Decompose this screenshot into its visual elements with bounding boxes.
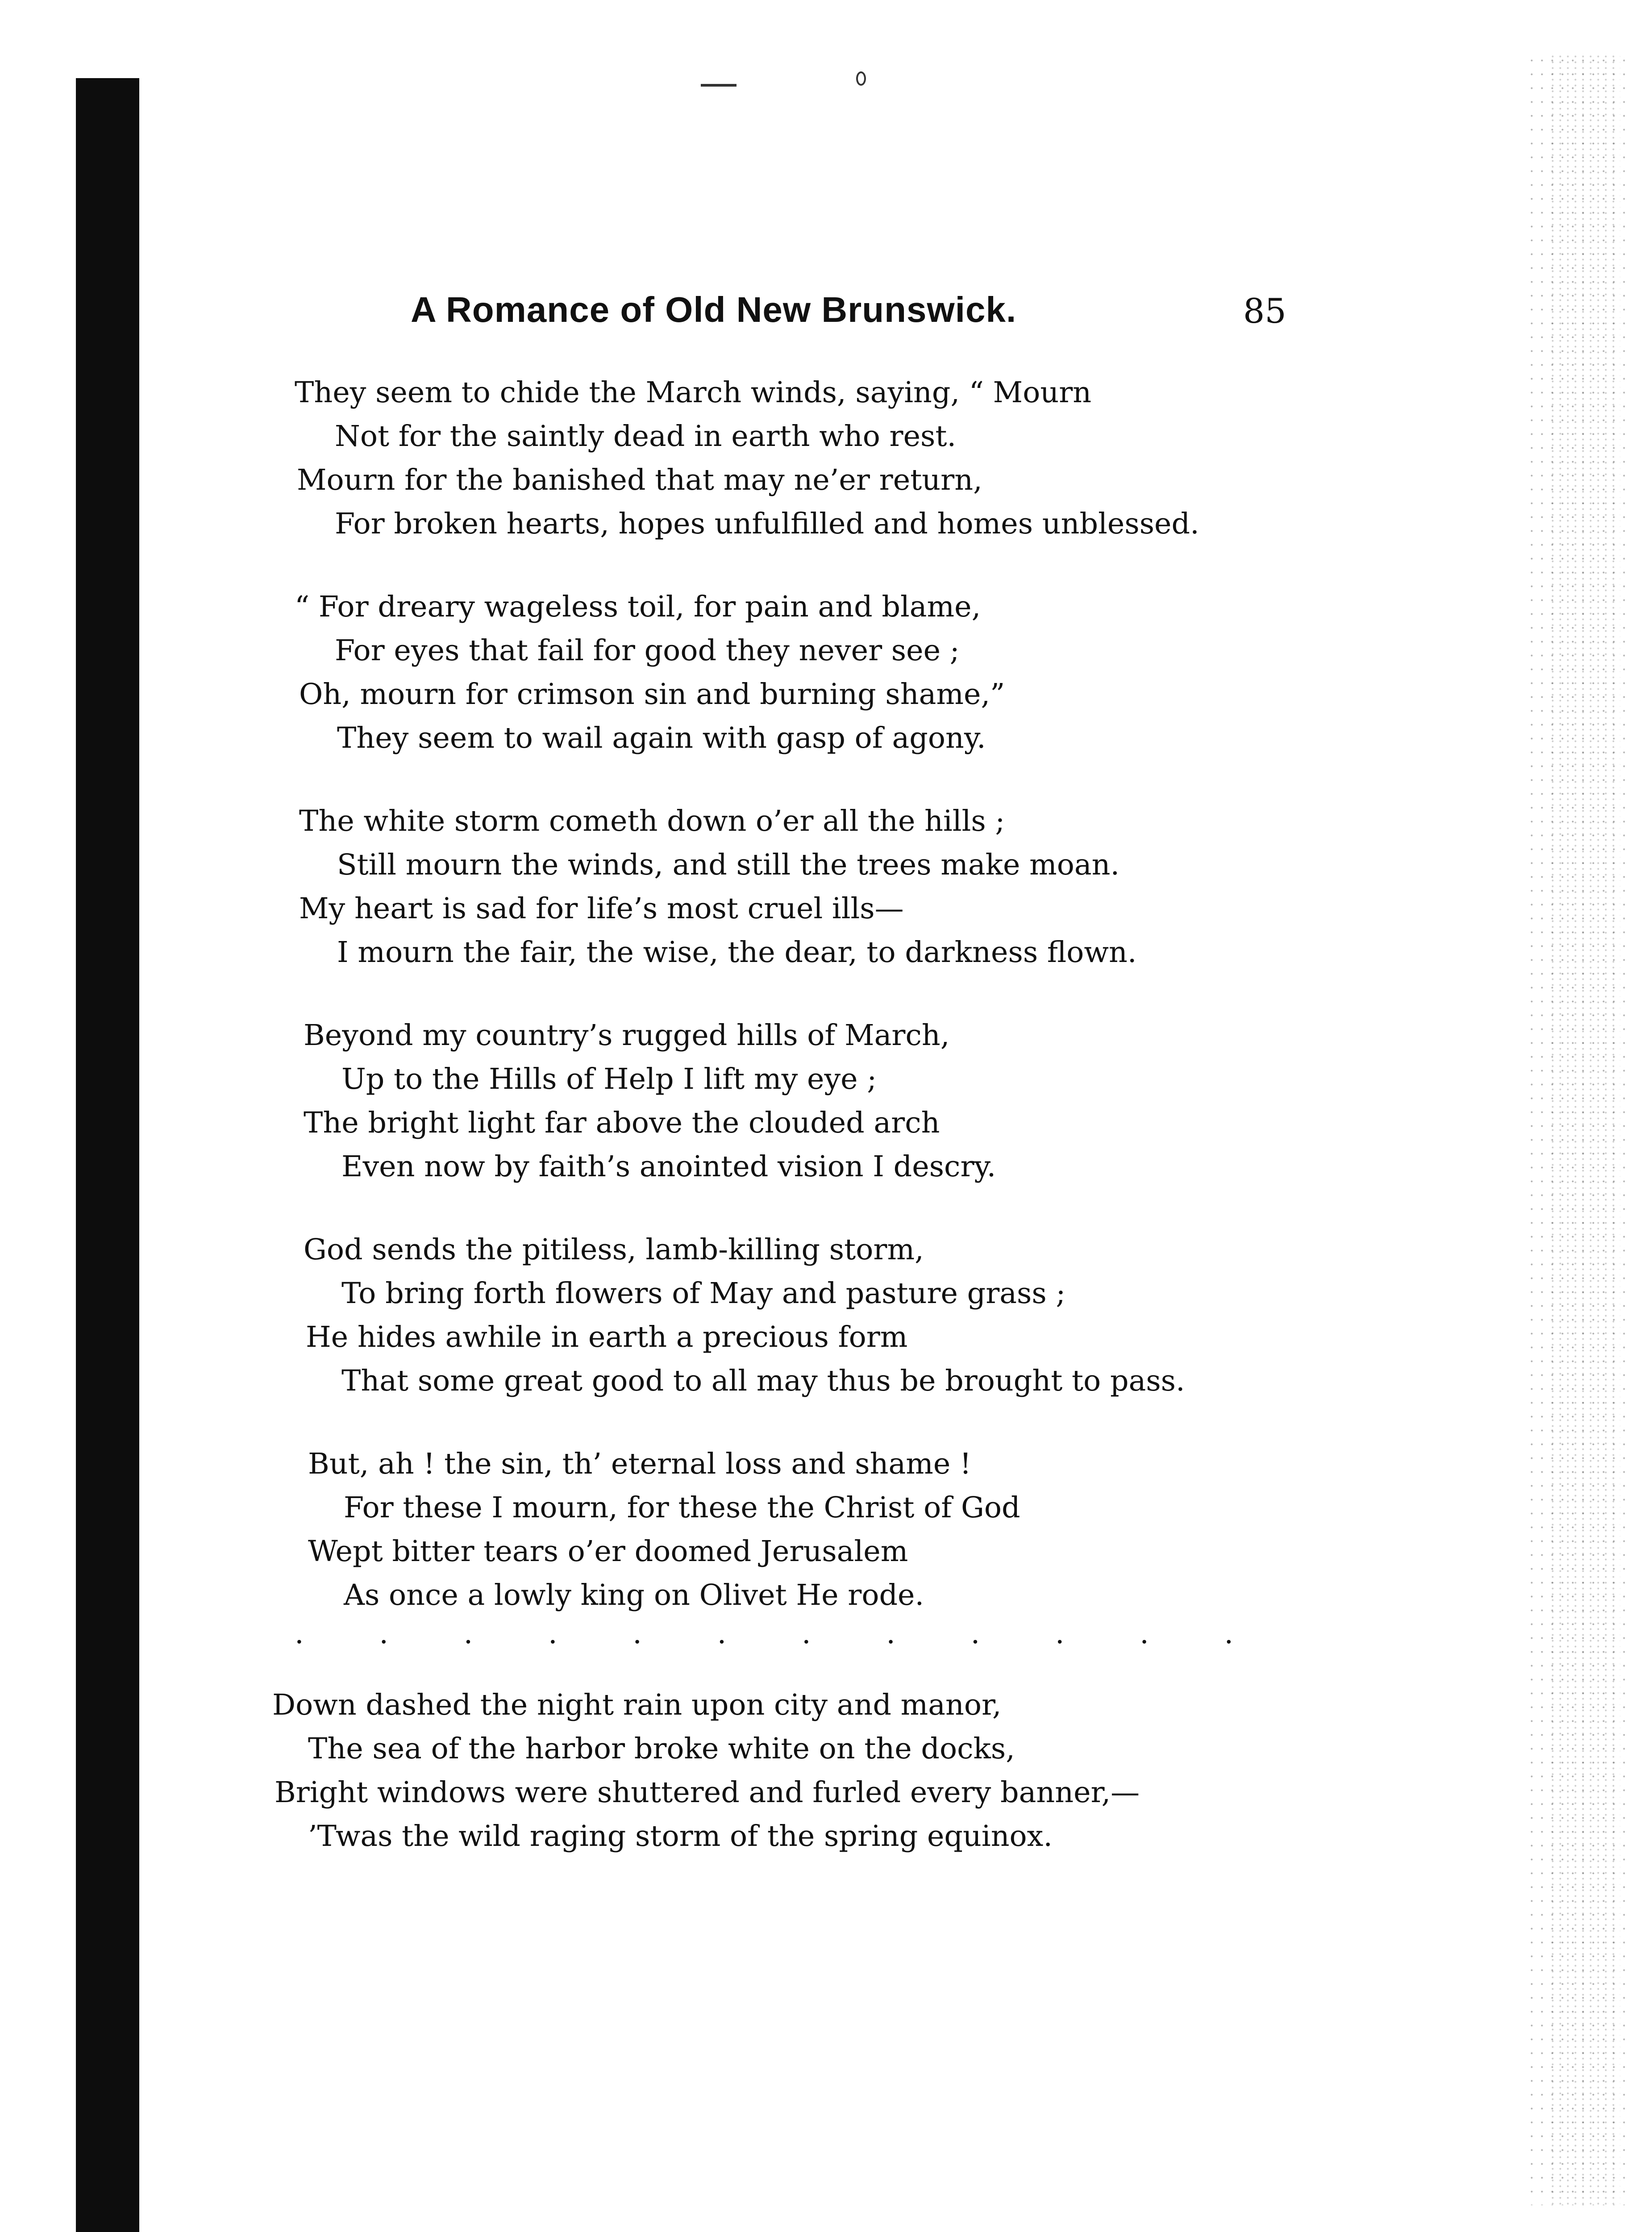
poem-line: For broken hearts, hopes unfulfilled and homes unblessed. bbox=[335, 507, 1199, 541]
poem-line: My heart is sad for life’s most cruel ills— bbox=[299, 892, 904, 925]
poem-line: Bright windows were shuttered and furled every banner,— bbox=[275, 1776, 1140, 1809]
poem-line: That some great good to all may thus be brought to pass. bbox=[341, 1364, 1185, 1398]
poem-line: For these I mourn, for these the Christ of God bbox=[344, 1491, 1020, 1524]
poem-line: Still mourn the winds, and still the trees make moan. bbox=[337, 848, 1120, 882]
poem-line: To bring forth flowers of May and pasture grass ; bbox=[341, 1277, 1066, 1310]
poem-line: As once a lowly king on Olivet He rode. bbox=[344, 1578, 924, 1612]
printer-mark bbox=[856, 71, 866, 86]
poem-line: God sends the pitiless, lamb-killing storm, bbox=[304, 1233, 924, 1266]
section-separator: . . . . . . . . . . . . bbox=[295, 1617, 1267, 1650]
poem-line: They seem to chide the March winds, saying, “ Mourn bbox=[295, 376, 1092, 409]
poem-line: Wept bitter tears o’er doomed Jerusalem bbox=[308, 1535, 908, 1568]
poem-line: Oh, mourn for crimson sin and burning shame,” bbox=[299, 678, 1005, 711]
poem-line: Down dashed the night rain upon city and manor, bbox=[272, 1688, 1002, 1722]
poem-line: He hides awhile in earth a precious form bbox=[306, 1320, 908, 1354]
page-number: 85 bbox=[1243, 291, 1286, 331]
scan-noise-strip bbox=[1549, 54, 1620, 2205]
poem-line: The sea of the harbor broke white on the docks, bbox=[308, 1732, 1015, 1766]
poem-line: The white storm cometh down o’er all the hills ; bbox=[299, 804, 1005, 838]
running-head bbox=[366, 281, 1286, 348]
poem-line: Mourn for the banished that may ne’er return, bbox=[297, 463, 982, 497]
poem-line: “ For dreary wageless toil, for pain and blame, bbox=[295, 590, 981, 624]
printer-mark bbox=[701, 84, 737, 87]
poem-line: The bright light far above the clouded arch bbox=[304, 1106, 940, 1140]
running-title: A Romance of Old New Brunswick. bbox=[411, 290, 1017, 329]
poem-line: Not for the saintly dead in earth who rest. bbox=[335, 420, 957, 453]
poem-line: But, ah ! the sin, th’ eternal loss and shame ! bbox=[308, 1447, 972, 1481]
poem-line: Up to the Hills of Help I lift my eye ; bbox=[341, 1062, 877, 1096]
poem-line: Even now by faith’s anointed vision I descry. bbox=[341, 1150, 996, 1183]
poem-line: For eyes that fail for good they never see ; bbox=[335, 634, 960, 667]
poem-line: I mourn the fair, the wise, the dear, to darkness flown. bbox=[337, 936, 1137, 969]
binding-edge bbox=[76, 78, 139, 2232]
poem-line: They seem to wail again with gasp of agony. bbox=[337, 721, 986, 755]
poem-line: ’Twas the wild raging storm of the spring equinox. bbox=[308, 1820, 1053, 1853]
poem-line: Beyond my country’s rugged hills of March, bbox=[304, 1019, 950, 1052]
